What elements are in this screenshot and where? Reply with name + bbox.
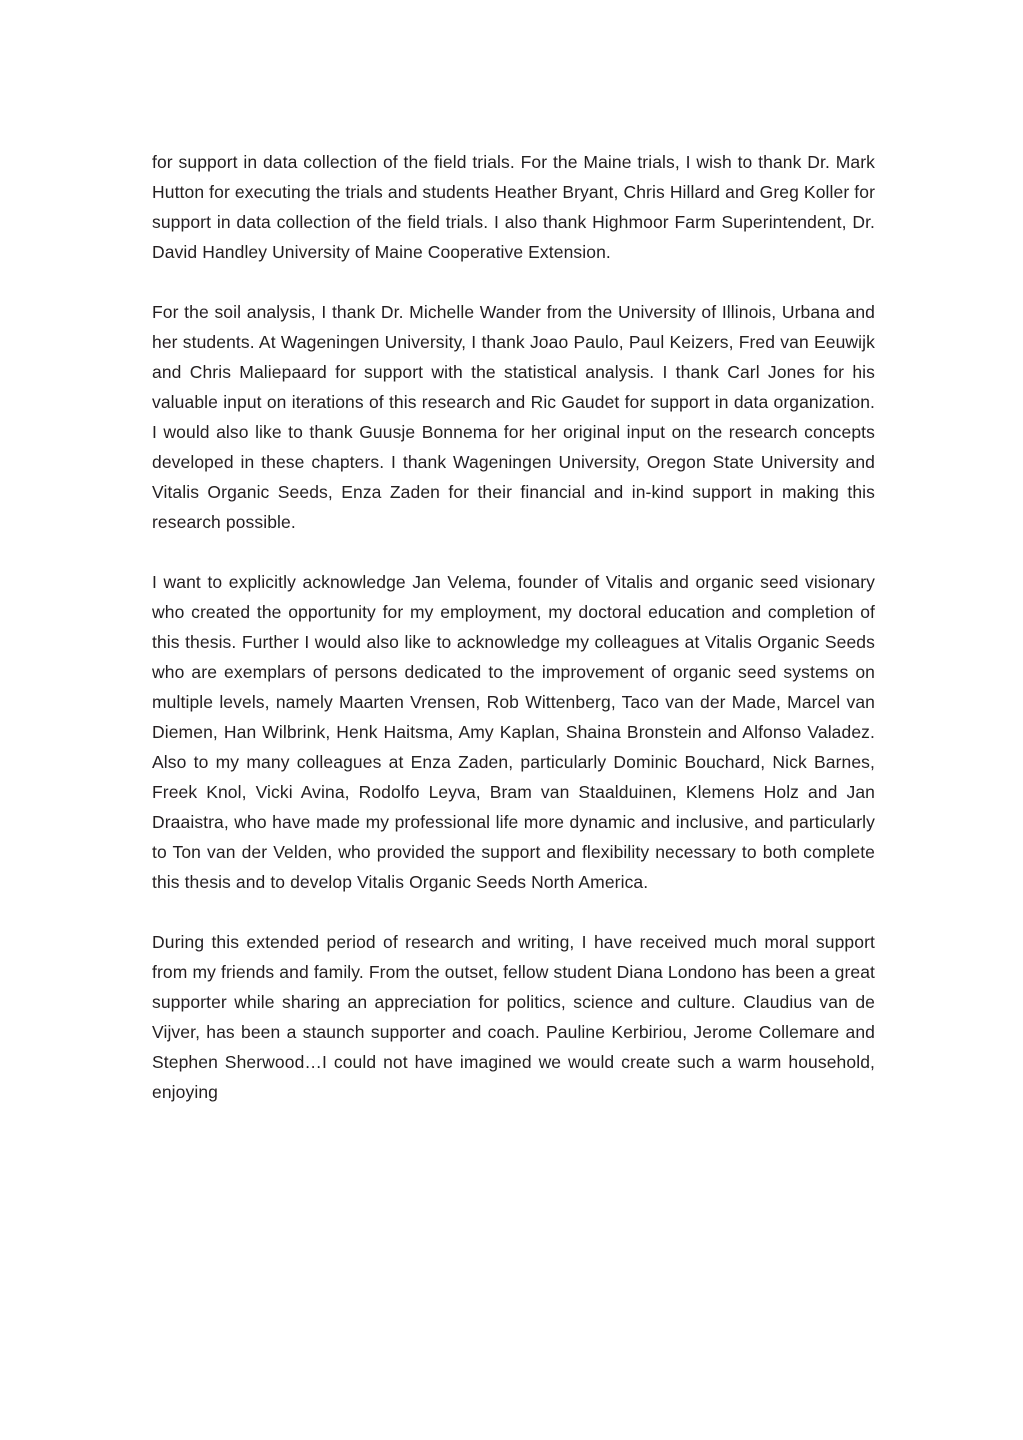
- paragraph-friends-family-acknowledgement: During this extended period of research and writing, I have received much moral support from my friends and family. From the outset, fellow student Diana Londono has been a great supporter while sharing an appreciation for politics, science and culture. Claudius van de Vijver, has been a staunch supporter and coach. Pauline Kerbiriou, Jerome Collemare and Stephen Sherwood…I could not have imagined we would create such a warm household, enjoying: [152, 932, 875, 1102]
- paragraph-vitalis-colleagues-acknowledgement: I want to explicitly acknowledge Jan Velema, founder of Vitalis and organic seed visionary who created the opportunity for my employment, my doctoral education and completion of this thesis. Further I would also like to acknowledge my colleagues at Vitalis Organic Seeds who are exemplars of persons dedicated to the improvement of organic seed systems on multiple levels, namely Maarten Vrensen, Rob Wittenberg, Taco van der Made, Marcel van Diemen, Han Wilbrink, Henk Haitsma, Amy Kaplan, Shaina Bronstein and Alfonso Valadez. Also to my many colleagues at Enza Zaden, particularly Dominic Bouchard, Nick Barnes, Freek Knol, Vicki Avina, Rodolfo Leyva, Bram van Staalduinen, Klemens Holz and Jan Draaistra, who have made my professional life more dynamic and inclusive, and particularly to Ton van der Velden, who provided the support and flexibility necessary to both complete this thesis and to develop Vitalis Organic Seeds North America.: [152, 572, 875, 892]
- paragraph-field-trials-acknowledgement: for support in data collection of the field trials. For the Maine trials, I wish to thank Dr. Mark Hutton for executing the trials and students Heather Bryant, Chris Hillard and Greg Koller for support in data collection of the field trials. I also thank Highmoor Farm Superintendent, Dr. David Handley University of Maine Cooperative Extension.: [152, 152, 875, 262]
- document-page: [152, 147, 875, 1107]
- paragraph-soil-analysis-acknowledgement: For the soil analysis, I thank Dr. Michelle Wander from the University of Illinois, Urbana and her students. At Wageningen University, I thank Joao Paulo, Paul Keizers, Fred van Eeuwijk and Chris Maliepaard for support with the statistical analysis. I thank Carl Jones for his valuable input on iterations of this research and Ric Gaudet for support in data organization. I would also like to thank Guusje Bonnema for her original input on the research concepts developed in these chapters. I thank Wageningen University, Oregon State University and Vitalis Organic Seeds, Enza Zaden for their financial and in-kind support in making this research possible.: [152, 302, 875, 532]
